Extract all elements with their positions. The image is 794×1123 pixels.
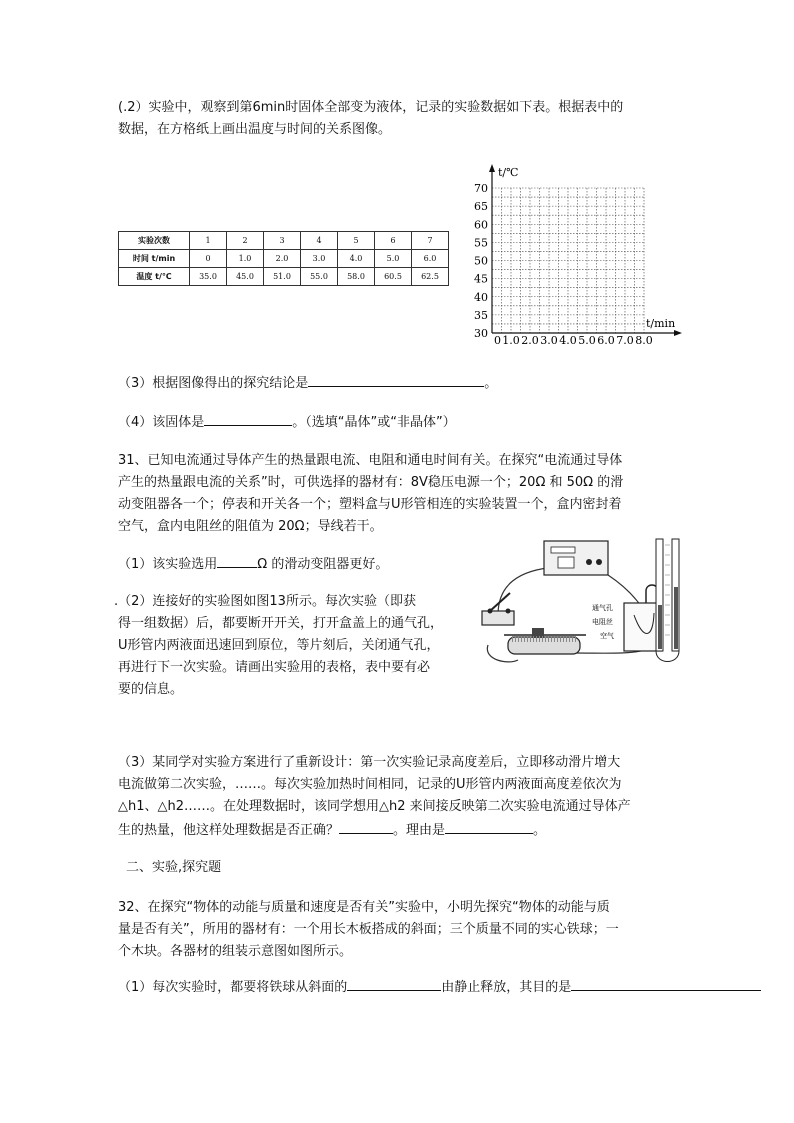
label-resistance-wire: 电阻丝 (592, 618, 613, 626)
cell: 3.0 (301, 250, 338, 268)
answer-blank-solid-type[interactable] (204, 411, 292, 426)
row-header-trial: 实验次数 (119, 232, 190, 250)
y-tick-label: 35 (474, 308, 488, 322)
q31-part1-text: （1）该实验选用 (118, 557, 218, 572)
grid-paper-graph (468, 160, 688, 350)
q31-part1-end: Ω 的滑动变阻器更好。 (257, 557, 389, 572)
q31-part3-line4 (118, 819, 546, 841)
section-heading: 二、实验,探究题 (126, 860, 222, 875)
y-tick-label: 30 (474, 327, 488, 340)
q31-part3-line2: 电流做第二次实验，……。每次实验加热时间相同，记录的U形管内两液面高度差依次为 (118, 777, 622, 792)
cell: 55.0 (301, 268, 338, 286)
x-axis-arrow-icon (674, 330, 682, 336)
q32-line3: 个木块。各器材的组装示意图如图所示。 (118, 944, 353, 959)
data-table (118, 231, 449, 286)
x-tick-label: 4.0 (559, 334, 577, 347)
cell: 2 (227, 232, 264, 250)
q30-part4-text: （4）该固体是 (118, 415, 205, 430)
y-tick-label: 45 (474, 272, 488, 286)
x-tick-label: 2.0 (521, 334, 539, 347)
x-tick-labels (494, 334, 653, 347)
q31-part3-reason: 。理由是 (393, 823, 446, 838)
grid-lines (492, 188, 644, 333)
q31-part3-line1: （3）某同学对实验方案进行了重新设计：第一次实验记录高度差后，立即移动滑片增大 (118, 755, 621, 770)
answer-blank-conclusion[interactable] (308, 372, 484, 387)
cell: 4.0 (338, 250, 375, 268)
label-vent-hole: 通气孔 (592, 604, 613, 612)
y-axis-label: t/℃ (498, 166, 519, 179)
q32-part1 (118, 976, 761, 998)
x-tick-label: 7.0 (616, 334, 634, 347)
cell: 60.5 (375, 268, 412, 286)
slide-rheostat (504, 628, 586, 654)
q31-part3-question: 生的热量，他这样处理数据是否正确？ (118, 823, 340, 838)
q30-part2-line2: 数据，在方格纸上画出温度与时间的关系图像。 (118, 122, 392, 137)
row-header-temp: 温度 t/℃ (119, 268, 190, 286)
y-tick-label: 50 (474, 254, 488, 268)
q31-part1 (118, 553, 388, 575)
x-tick-label: 6.0 (597, 334, 615, 347)
y-tick-labels (474, 182, 488, 340)
cell: 3 (264, 232, 301, 250)
y-tick-label: 60 (474, 218, 488, 232)
answer-blank-rheostat[interactable] (217, 553, 257, 568)
q31-part3-end: 。 (533, 823, 547, 838)
cell: 0 (190, 250, 227, 268)
y-axis-arrow-icon (489, 164, 495, 172)
cell: 58.0 (338, 268, 375, 286)
q30-part3 (118, 372, 497, 394)
power-supply (544, 541, 608, 575)
answer-blank-correct[interactable] (339, 819, 393, 834)
q32-line2: 量是否有关”，所用的器材有：一个用长木板搭成的斜面；三个质量不同的实心铁球；一 (118, 922, 619, 937)
q30-part3-text: （3）根据图像得出的探究结论是 (118, 376, 309, 391)
row-header-time: 时间 t/min (119, 250, 190, 268)
cell: 45.0 (227, 268, 264, 286)
q32-part1-text: （1）每次实验时，都要将铁球从斜面的 (118, 980, 348, 995)
cell: 51.0 (264, 268, 301, 286)
label-air: 空气 (600, 632, 614, 640)
cell: 7 (412, 232, 449, 250)
q31-part2-line3: U形管内两液面迅速回到原位，等片刻后，关闭通气孔， (118, 638, 440, 653)
q31-part2-line1: .（2）连接好的实验图如图13所示。每次实验（即获 (114, 594, 416, 609)
q30-part4 (118, 411, 456, 433)
answer-blank-purpose[interactable] (571, 976, 761, 991)
y-tick-label: 65 (474, 200, 488, 214)
cell: 5 (338, 232, 375, 250)
cell: 4 (301, 232, 338, 250)
cell: 62.5 (412, 268, 449, 286)
table-row (119, 250, 449, 268)
x-tick-label: 1.0 (502, 334, 520, 347)
y-tick-label: 40 (474, 290, 488, 304)
q30-part3-end: 。 (484, 376, 498, 391)
q30-part2-line1: (.2）实验中，观察到第6min时固体全部变为液体，记录的实验数据如下表。根据表中的 (118, 100, 624, 115)
q31-line3: 动变阻器各一个；停表和开关各一个；塑料盒与U形管相连的实验装置一个，盒内密封着 (118, 497, 622, 512)
q32-part1-purpose: 由静止释放，其目的是 (441, 980, 572, 995)
q31-part3-line3: △h1、△h2……。在处理数据时，该同学想用△h2 来间接反映第二次实验电流通过导体产 (118, 799, 631, 814)
cell: 2.0 (264, 250, 301, 268)
x-tick-label: 0 (494, 334, 501, 347)
answer-blank-reason[interactable] (445, 819, 533, 834)
cell: 6 (375, 232, 412, 250)
y-tick-label: 70 (474, 182, 488, 195)
sealed-container (592, 603, 662, 651)
cell: 6.0 (412, 250, 449, 268)
q31-part2-line5: 要的信息。 (118, 682, 184, 697)
cell: 5.0 (375, 250, 412, 268)
x-tick-label: 5.0 (578, 334, 596, 347)
experiment-figure (468, 535, 690, 670)
table-row (119, 232, 449, 250)
table-row (119, 268, 449, 286)
q31-part2-line2: 得一组数据）后，都要断开开关，打开盒盖上的通气孔， (118, 616, 444, 631)
q31-line2: 产生的热量跟电流的关系”时，可供选择的器材有：8V稳压电源一个；20Ω 和 50Ω 的滑 (118, 475, 624, 490)
q32-line1: 32、在探究“物体的动能与质量和速度是否有关”实验中，小明先探究“物体的动能与质 (118, 900, 610, 915)
x-tick-label: 8.0 (635, 334, 653, 347)
q31-line4: 空气，盒内电阻丝的阻值为 20Ω；导线若干。 (118, 519, 383, 534)
answer-blank-position[interactable] (347, 976, 441, 991)
q31-part2-line4: 再进行下一次实验。请画出实验用的表格，表中要有必 (118, 660, 431, 675)
q31-line1: 31、已知电流通过导体产生的热量跟电流、电阻和通电时间有关。在探究“电流通过导体 (118, 453, 623, 468)
x-axis-label: t/min (646, 317, 676, 330)
q30-part4-end: 。（选填“晶体”或“非晶体”） (292, 415, 456, 430)
y-tick-label: 55 (474, 236, 488, 250)
x-tick-label: 3.0 (540, 334, 558, 347)
cell: 35.0 (190, 268, 227, 286)
cell: 1 (190, 232, 227, 250)
cell: 1.0 (227, 250, 264, 268)
